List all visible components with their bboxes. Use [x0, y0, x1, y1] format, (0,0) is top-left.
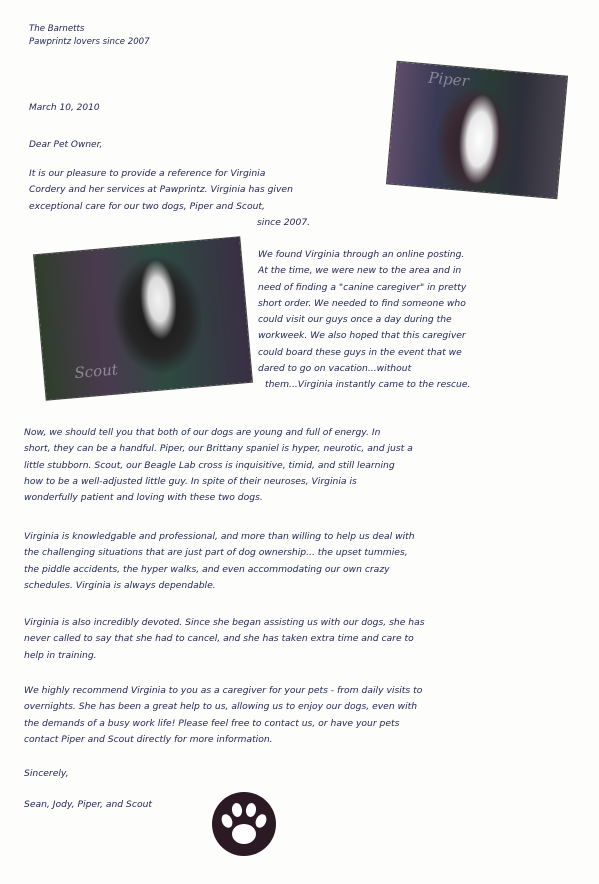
greeting: Dear Pet Owner, [29, 140, 103, 150]
paragraph-line: overnights. She has been a great help to us, allowing us to enjoy our dogs, even with [24, 701, 418, 713]
paragraph-devoted [24, 615, 425, 664]
paragraph-line: Cordery and her services at Pawprintz. Virginia has given [29, 184, 293, 196]
paragraph-line: them...Virginia instantly came to the rescue. [265, 379, 471, 391]
scout-photo-caption: Scout [73, 360, 119, 383]
paw-print-icon [211, 791, 277, 857]
paragraph-line: dared to go on vacation...without [258, 363, 412, 375]
paragraph-line: the piddle accidents, the hyper walks, and even accommodating our own crazy [24, 563, 390, 575]
scout-photo [34, 237, 252, 399]
sender-tagline: Pawprintz lovers since 2007 [29, 37, 150, 47]
paragraph-line: how to be a well-adjusted little guy. In spite of their neuroses, Virginia is [24, 475, 357, 487]
paragraph-line: never called to say that she had to cancel, and she has taken extra time and care to [24, 633, 414, 645]
paragraph-line: short, they can be a handful. Piper, our Brittany spaniel is hyper, neurotic, and just a [24, 443, 413, 455]
closing: Sincerely, [24, 768, 69, 779]
paragraph-how-we-found [258, 247, 470, 394]
paragraph-line: We highly recommend Virginia to you as a caregiver for your pets - from daily visits to [24, 685, 423, 696]
paragraph-line: Virginia is knowledgable and professional, and more than willing to help us deal with [24, 531, 415, 542]
paragraph-line: We found Virginia through an online posting. [258, 249, 465, 260]
paragraph-line: Now, we should tell you that both of our dogs are young and full of energy. In [24, 427, 381, 438]
letter-date: March 10, 2010 [29, 103, 100, 113]
paragraph-line: need of finding a "canine caregiver" in pretty [258, 281, 467, 293]
paragraph-recommendation [24, 683, 422, 748]
paragraph-professional [24, 529, 415, 594]
paragraph-line: the demands of a busy work life! Please feel free to contact us, or have your pets [24, 717, 400, 729]
sender-name: The Barnetts [29, 24, 85, 34]
paragraph-line: Virginia is also incredibly devoted. Since she began assisting us with our dogs, she has [24, 617, 425, 628]
paragraph-line: contact Piper and Scout directly for more information. [24, 733, 273, 745]
paragraph-line: could board these guys in the event that we [258, 346, 462, 358]
paragraph-line: wonderfully patient and loving with these two dogs. [24, 492, 263, 504]
paragraph-line: little stubborn. Scout, our Beagle Lab cross is inquisitive, timid, and still learning [24, 459, 395, 471]
piper-photo-caption: Piper [427, 68, 470, 91]
paragraph-intro [29, 166, 310, 231]
paragraph-line: At the time, we were new to the area and in [258, 265, 462, 277]
paragraph-line: since 2007. [257, 216, 311, 228]
paragraph-line: schedules. Virginia is always dependable. [24, 579, 216, 591]
paragraph-line: help in training. [24, 649, 97, 661]
signature: Sean, Jody, Piper, and Scout [24, 799, 152, 810]
paragraph-line: the challenging situations that are just part of dog ownership... the upset tummies, [24, 547, 408, 559]
paragraph-line: short order. We needed to find someone who [258, 297, 466, 309]
paragraph-line: could visit our guys once a day during the [258, 314, 452, 326]
paragraph-line: workweek. We also hoped that this caregiver [258, 330, 466, 342]
piper-photo [387, 62, 567, 198]
paragraph-dogs [24, 425, 413, 506]
paragraph-line: It is our pleasure to provide a reference for Virginia [29, 168, 266, 179]
paragraph-line: exceptional care for our two dogs, Piper and Scout, [29, 200, 265, 212]
